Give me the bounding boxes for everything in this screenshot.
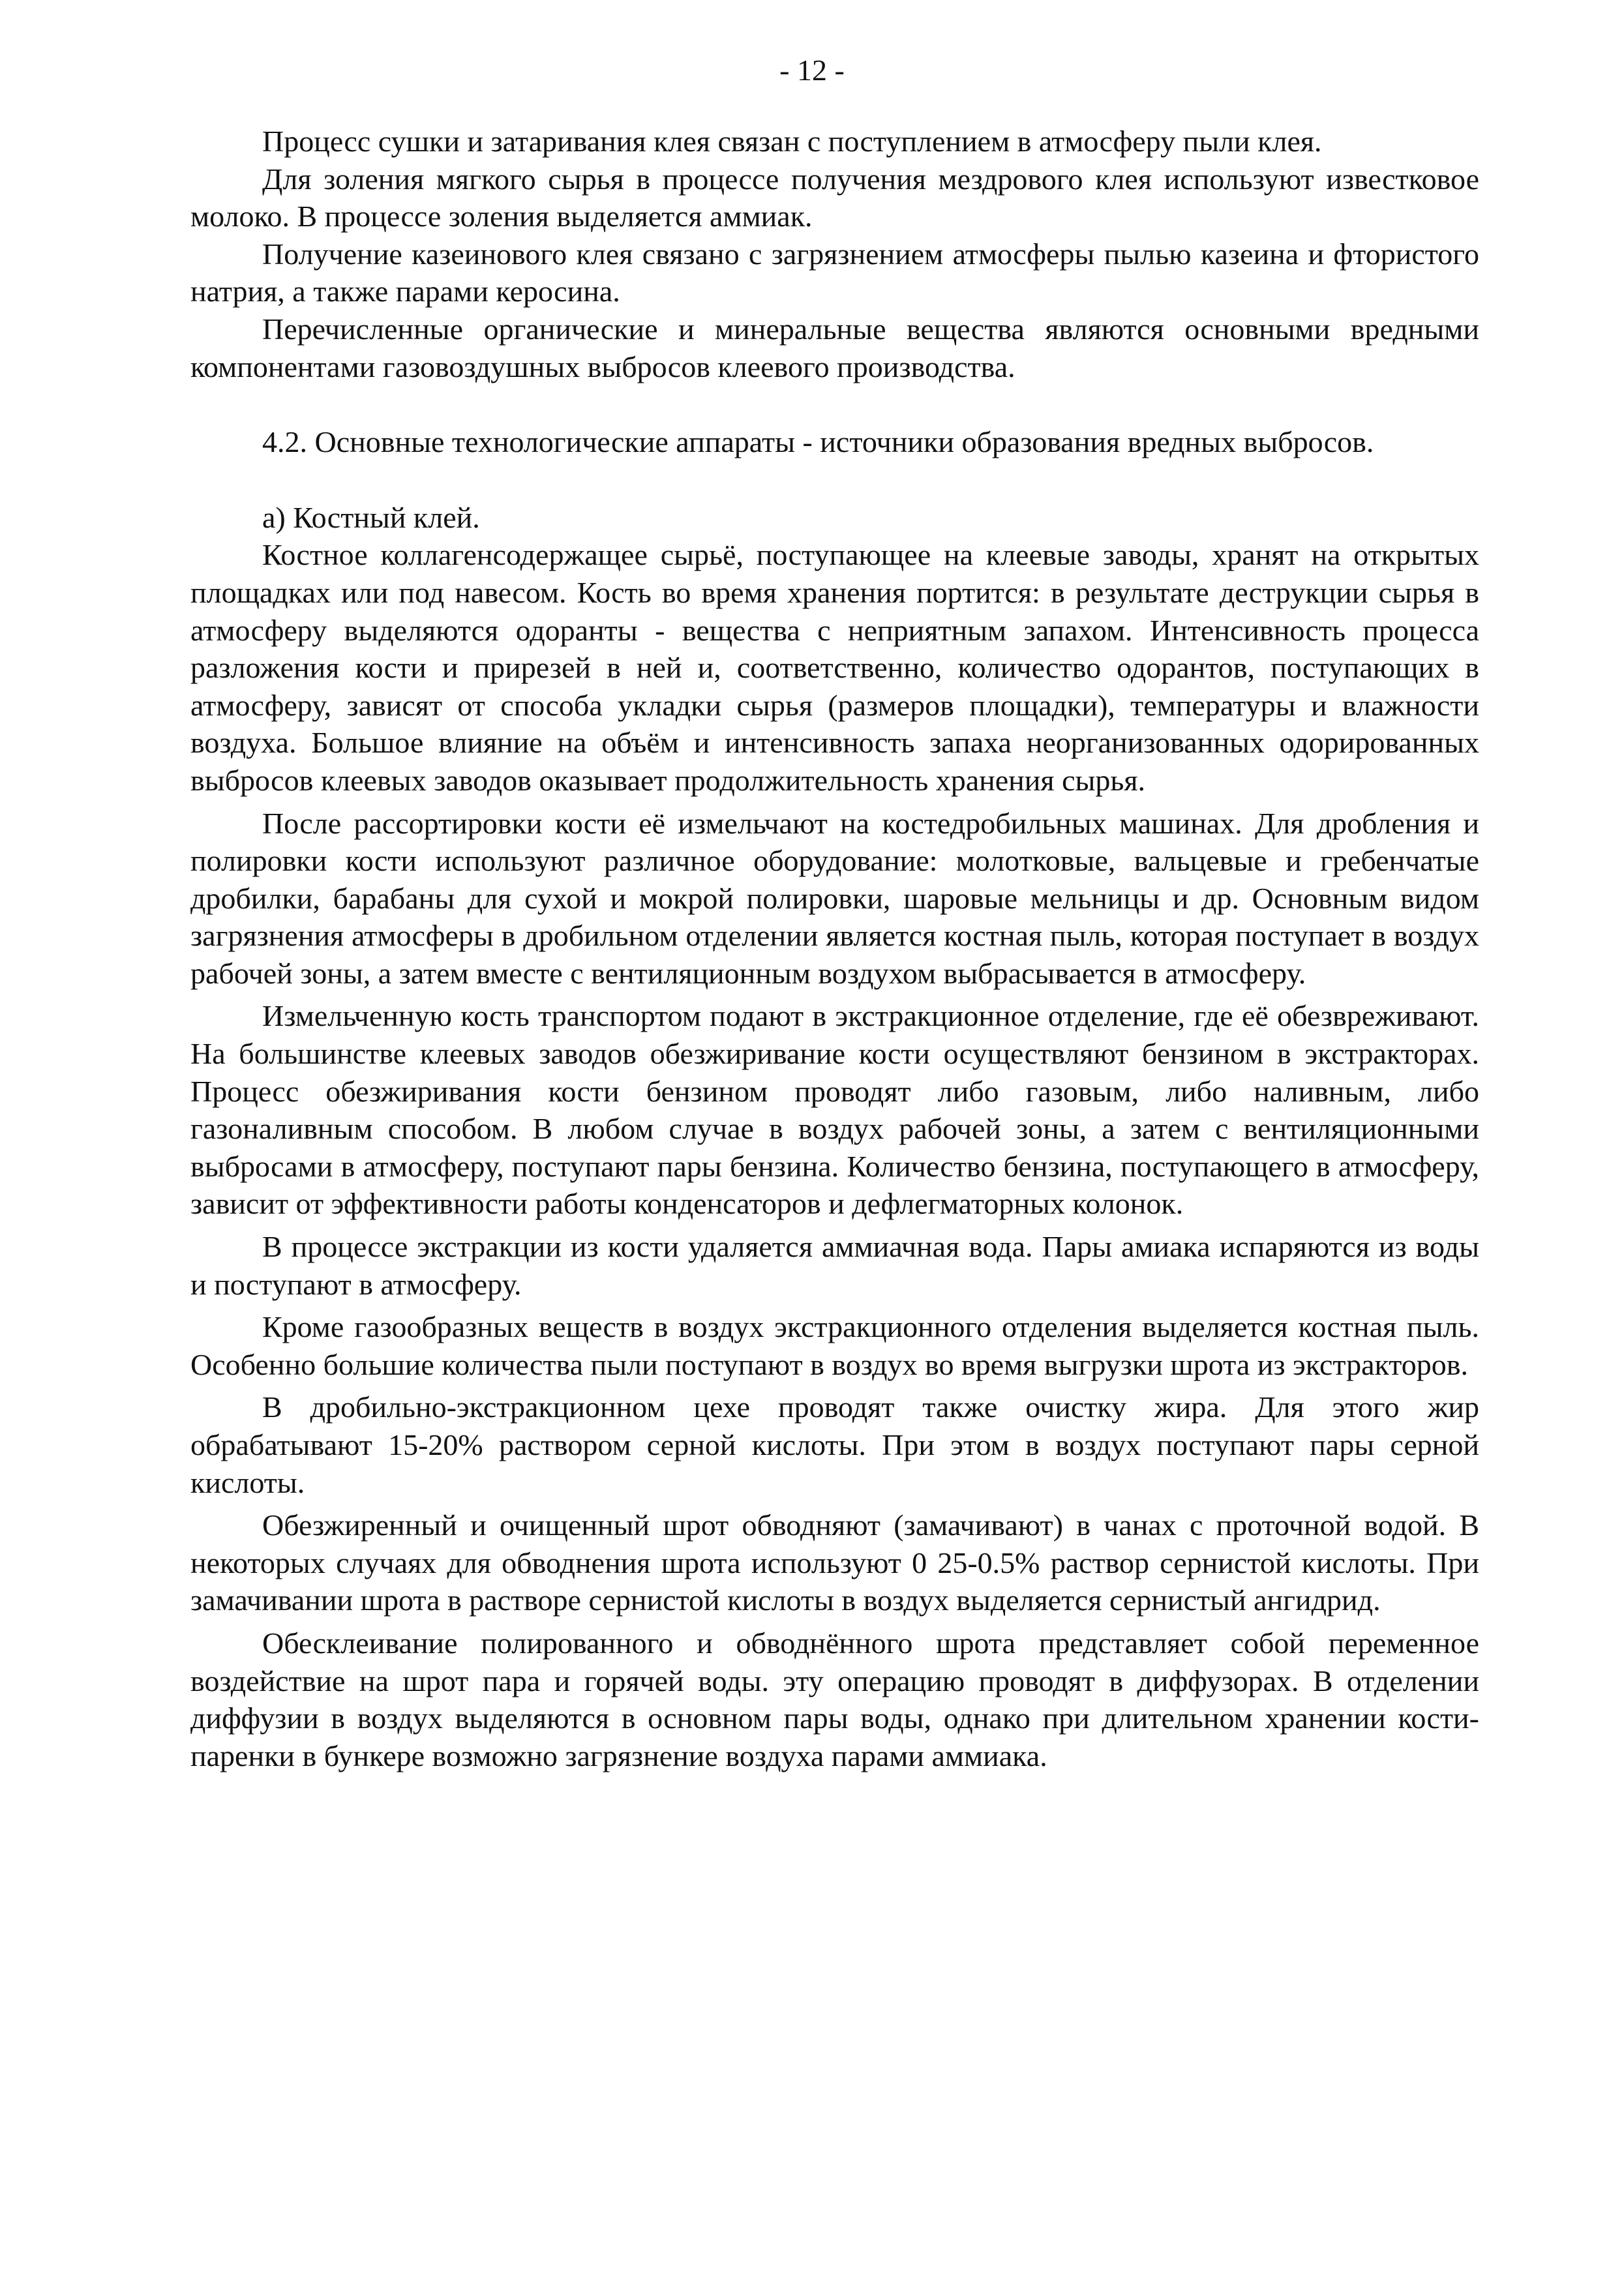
paragraph-deglueing: Обесклеивание полированного и обводнённого шрота представляет собой переменное воздействие на шрот пара и горячей воды. эту операцию проводят в диффузорах. В отделении диффузии в воздух выделяются в основном пары воды, однако при длительном хранении кости-паренки в бункере возможно загрязнение воздуха парами аммиака. [190, 1626, 1479, 1772]
page-number: - 12 - [779, 53, 845, 87]
paragraph-drying-packaging: Процесс сушки и затаривания клея связан с поступлением в атмосферу пыли клея. [262, 125, 1322, 158]
paragraph-casein-glue: Получение казеинового клея связано с загрязнением атмосферы пылью казеина и фтористого натрия, а также парами керосина. [190, 237, 1479, 308]
document-body [190, 123, 1479, 1774]
paragraph-bone-dust: Кроме газообразных веществ в воздух экстракционного отделения выделяется костная пыль. Особенно большие количества пыли поступают в воздух во время выгрузки шрота из экстракторов. [190, 1310, 1479, 1381]
paragraph-ammonia-water: В процессе экстракции из кости удаляется аммиачная вода. Пары амиака испаряются из воды и поступают в атмосферу. [190, 1230, 1479, 1301]
section-heading: 4.2. Основные технологические аппараты - источники образования вредных выбросов. [262, 425, 1374, 459]
paragraph-fat-cleaning: В дробильно-экстракционном цехе проводят также очистку жира. Для этого жир обрабатывают 15-20% раствором серной кислоты. При этом в воздух поступают пары серной кислоты. [190, 1390, 1479, 1499]
subheading-bone-glue: а) Костный клей. [262, 500, 480, 534]
paragraph-crushing: После рассортировки кости её измельчают на костедробильных машинах. Для дробления и полировки кости используют различное оборудование: молотковые, вальцевые и гребенчатые дробилки, барабаны для сухой и мокрой полировки, шаровые мельницы и др. Основным видом загрязнения атмосферы в дробильном отделении является костная пыль, которая поступает в воздух рабочей зоны, а затем вместе с вентиляционным воздухом выбрасывается в атмосферу. [190, 806, 1479, 990]
paragraph-soaking: Обезжиренный и очищенный шрот обводняют (замачивают) в чанах с проточной водой. В некоторых случаях для обводнения шрота используют 0 25-0.5% раствор сернистой кислоты. При замачивании шрота в растворе сернистой кислоты в воздух выделяется сернистый ангидрид. [190, 1508, 1479, 1617]
paragraph-extraction: Измельченную кость транспортом подают в экстракционное отделение, где её обезвреживают. На большинстве клеевых заводов обезжиривание кости осуществляют бензином в экстракторах. Процесс обезжиривания кости бензином проводят либо газовым, либо наливным, либо газоналивным способом. В любом случае в воздух рабочей зоны, а затем с вентиляционными выбросами в атмосферу, поступают пары бензина. Количество бензина, поступающего в атмосферу, зависит от эффективности работы конденсаторов и дефлегматорных колонок. [190, 999, 1479, 1221]
paragraph-harmful-components: Перечисленные органические и минеральные вещества являются основными вредными компонентами газовоздушных выбросов клеевого производства. [190, 312, 1479, 383]
paragraph-raw-storage: Костное коллагенсодержащее сырьё, поступающее на клеевые заводы, хранят на открытых площадках или под навесом. Кость во время хранения портится: в результате деструкции сырья в атмосферу выделяются одоранты - вещества с неприятным запахом. Интенсивность процесса разложения кости и прирезей в ней и, соответственно, количество одорантов, поступающих в атмосферу, зависят от способа укладки сырья (размеров площадки), температуры и влажности воздуха. Большое влияние на объём и интенсивность запаха неорганизованных одорированных выбросов клеевых заводов оказывает продолжительность хранения сырья. [190, 538, 1479, 797]
paragraph-liming: Для золения мягкого сырья в процессе получения мездрового клея используют известковое молоко. В процессе золения выделяется аммиак. [190, 162, 1479, 233]
